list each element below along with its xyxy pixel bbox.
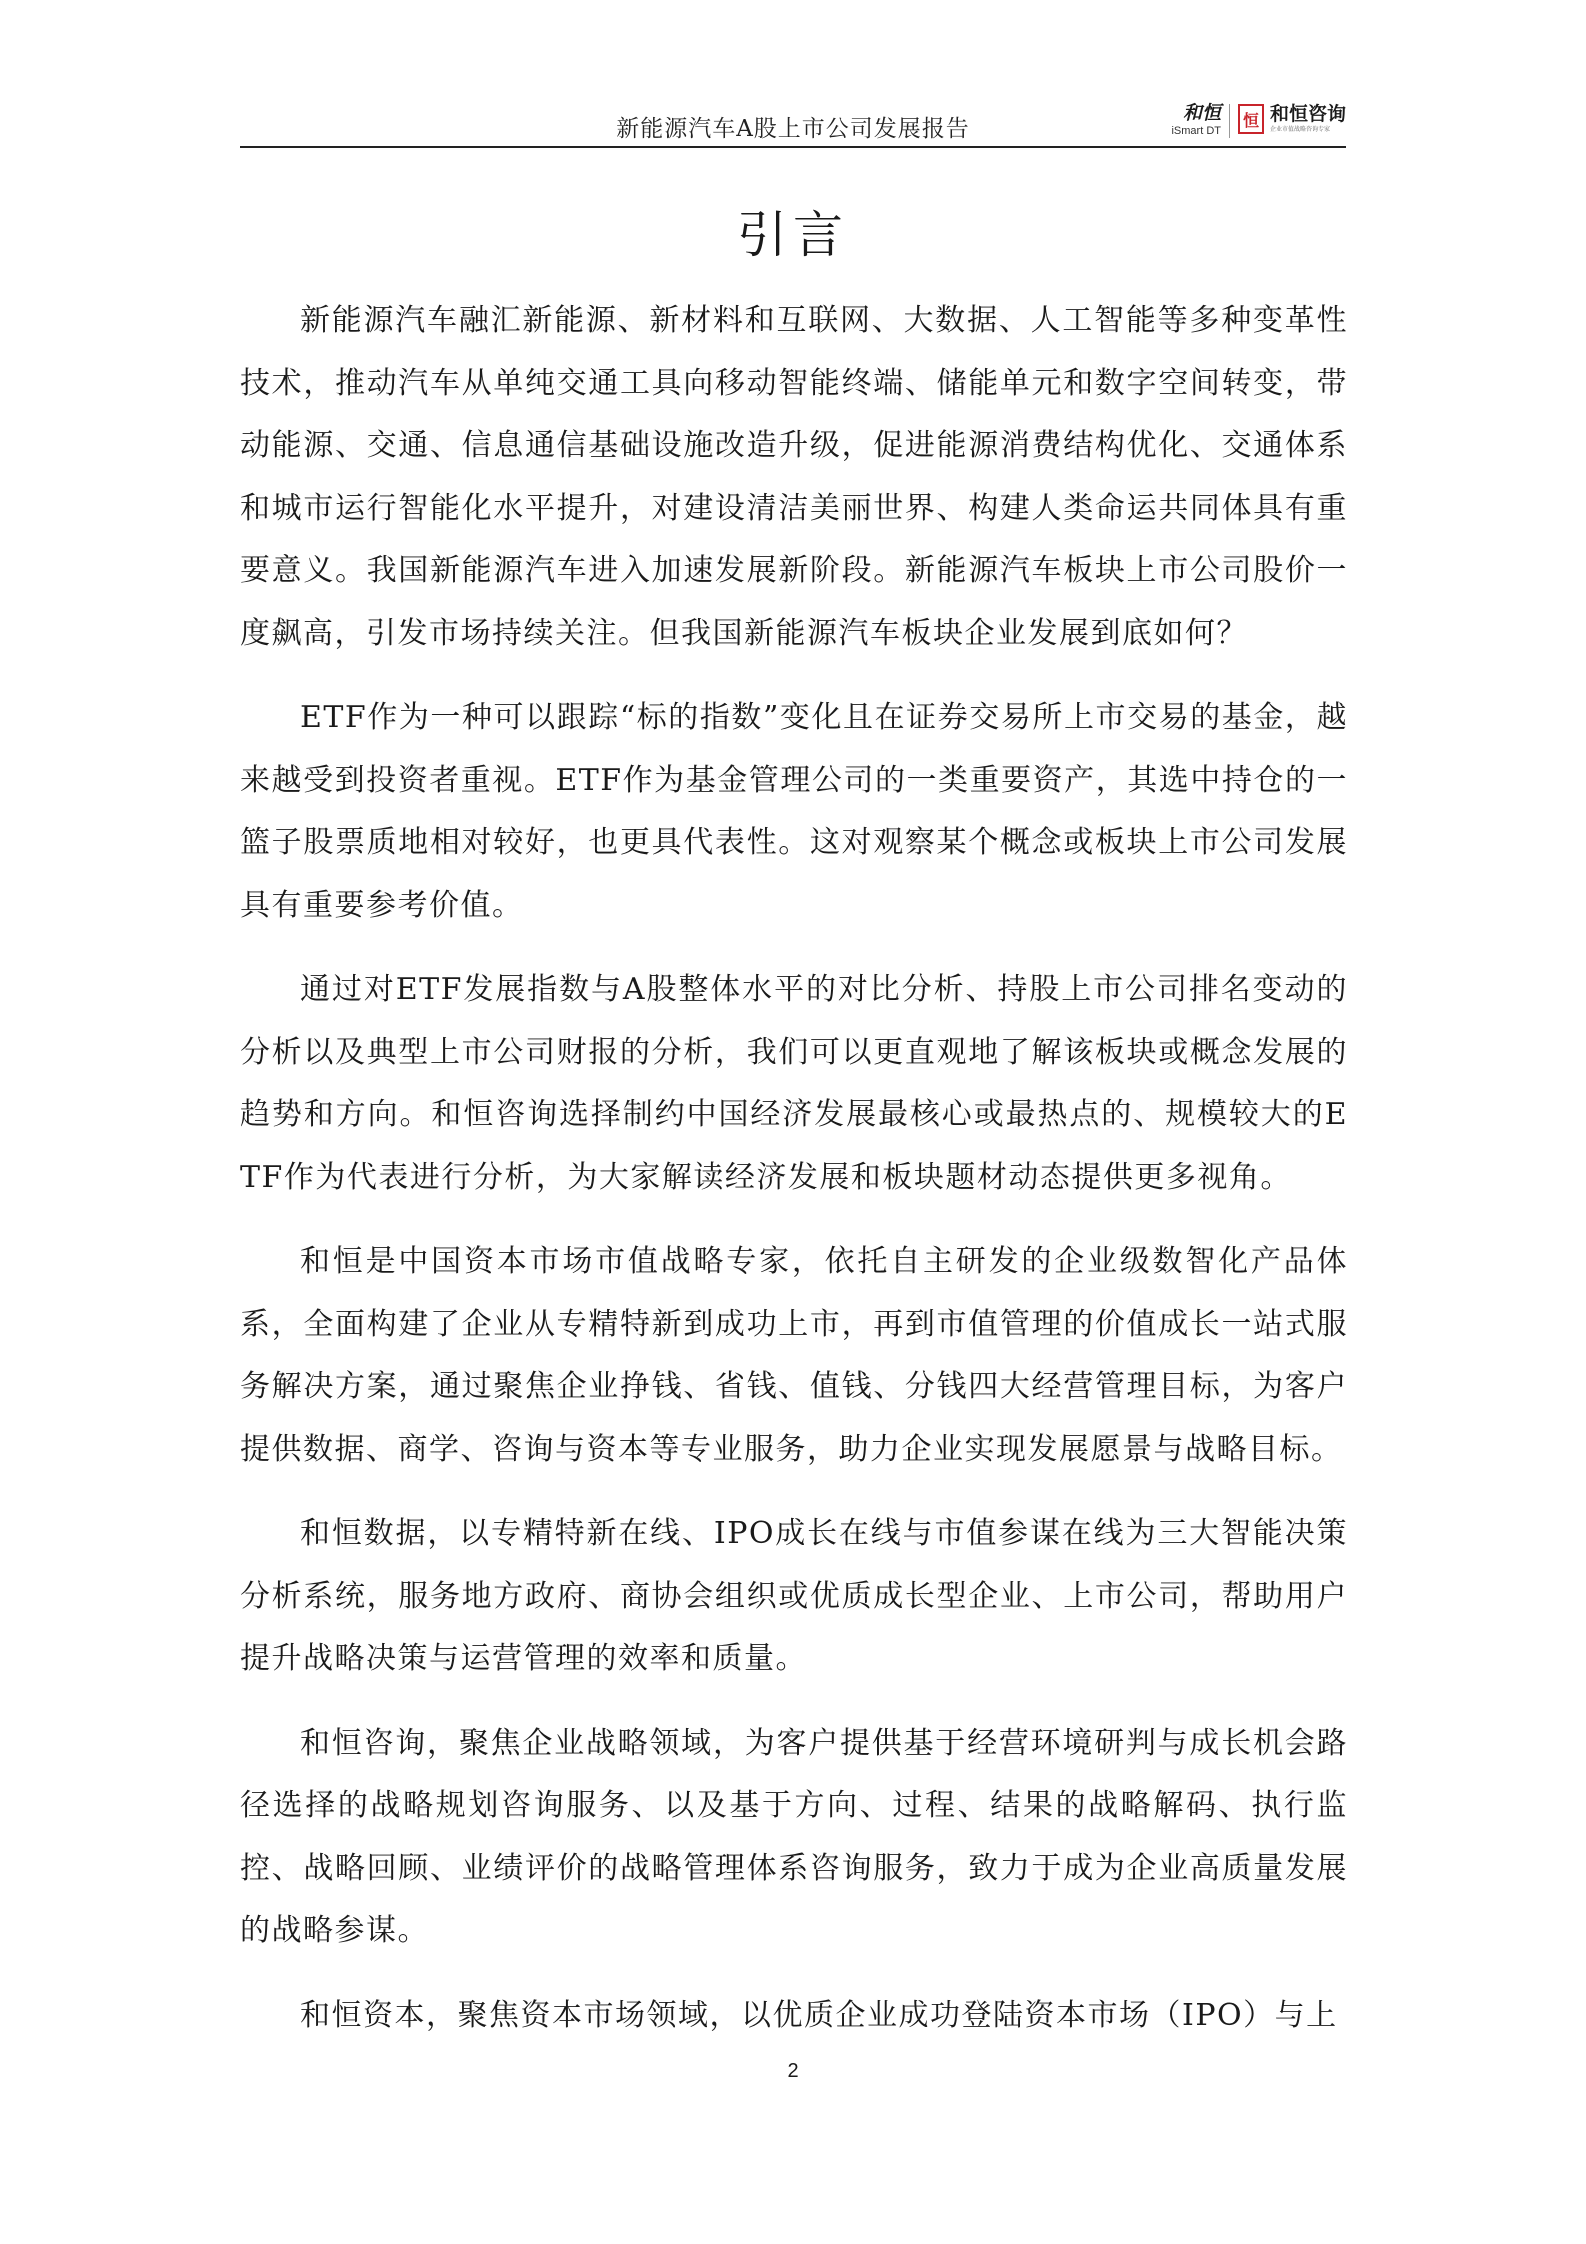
header-title: 新能源汽车A股上市公司发展报告 [616, 116, 970, 142]
logo-a-sub-text: iSmart DT [1171, 125, 1221, 137]
logo-b-main-text: 和恒咨询 [1269, 103, 1346, 125]
page-title: 引言 [737, 206, 849, 264]
page-number: 2 [787, 2060, 799, 2082]
paragraph: 和恒是中国资本市场市值战略专家，依托自主研发的企业级数智化产品体系，全面构建了企业从专精特新到成功上市，再到市值管理的价值成长一站式服务解决方案，通过聚焦企业挣钱、省钱、值钱、分钱四大经营管理目标，为客户提供数据、商学、咨询与资本等专业服务，助力企业实现发展愿景与战略目标。 [240, 1244, 1348, 1467]
ismart-dt-logo [1171, 102, 1221, 138]
body-text [240, 290, 1348, 2069]
logo-a-main-text: 和恒 [1182, 102, 1221, 124]
logo-divider [1229, 104, 1230, 138]
logo-b-sub-text: 企业市值战略咨询专家 [1269, 127, 1330, 133]
paragraph: ETF作为一种可以跟踪“标的指数”变化且在证券交易所上市交易的基金，越来越受到投资者重视。ETF作为基金管理公司的一类重要资产，其选中持仓的一篮子股票质地相对较好，也更具代表性。这对观察某个概念或板块上市公司发展具有重要参考价值。 [240, 700, 1348, 923]
paragraph: 和恒数据，以专精特新在线、IPO成长在线与市值参谋在线为三大智能决策分析系统，服务地方政府、商协会组织或优质成长型企业、上市公司，帮助用户提升战略决策与运营管理的效率和质量。 [240, 1516, 1348, 1676]
paragraph: 通过对ETF发展指数与A股整体水平的对比分析、持股上市公司排名变动的分析以及典型上市公司财报的分析，我们可以更直观地了解该板块或概念发展的趋势和方向。和恒咨询选择制约中国经济发展最核心或最热点的、规模较大的ETF作为代表进行分析，为大家解读经济发展和板块题材动态提供更多视角。 [240, 972, 1348, 1195]
paragraph: 新能源汽车融汇新能源、新材料和互联网、大数据、人工智能等多种变革性技术，推动汽车从单纯交通工具向移动智能终端、储能单元和数字空间转变，带动能源、交通、信息通信基础设施改造升级，促进能源消费结构优化、交通体系和城市运行智能化水平提升，对建设清洁美丽世界、构建人类命运共同体具有重要意义。我国新能源汽车进入加速发展新阶段。新能源汽车板块上市公司股价一度飙高，引发市场持续关注。但我国新能源汽车板块企业发展到底如何？ [240, 303, 1348, 651]
header-logos [1171, 102, 1346, 142]
seal-icon: 恒 [1238, 104, 1264, 134]
paragraph: 和恒资本，聚焦资本市场领域，以优质企业成功登陆资本市场（IPO）与上 [300, 1997, 1338, 2033]
page-header [240, 100, 1346, 148]
paragraph: 和恒咨询，聚焦企业战略领域，为客户提供基于经营环境研判与成长机会路径选择的战略规划咨询服务、以及基于方向、过程、结果的战略解码、执行监控、战略回顾、业绩评价的战略管理体系咨询服务，致力于成为企业高质量发展的战略参谋。 [240, 1725, 1348, 1948]
hh-consulting-logo [1270, 102, 1346, 134]
